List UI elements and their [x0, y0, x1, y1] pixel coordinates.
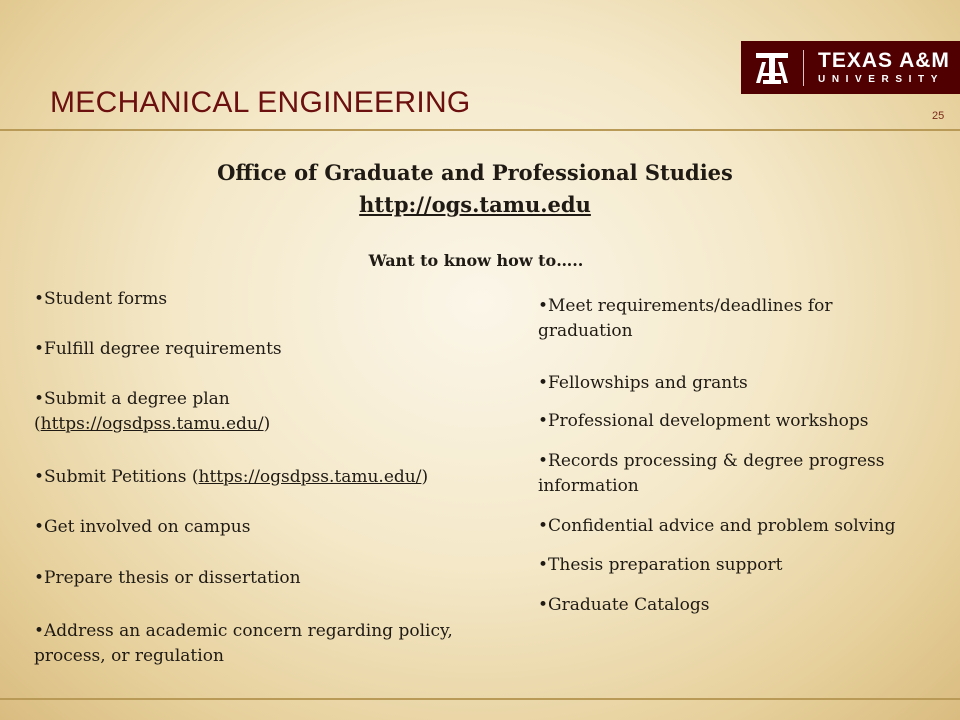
list-item-workshops: •Professional development workshops — [538, 411, 869, 431]
petitions-text: •Submit Petitions ( — [34, 467, 199, 487]
ogsdpss-link[interactable]: https://ogsdpss.tamu.edu/ — [40, 414, 264, 434]
list-item-degree-plan: •Submit a degree plan — [34, 389, 230, 409]
page-title: Office of Graduate and Professional Studies — [217, 160, 733, 185]
footer-divider — [0, 698, 960, 700]
logo-wordmark-bottom: UNIVERSITY — [818, 73, 945, 85]
paren-close: ) — [421, 467, 429, 487]
petitions-link[interactable]: https://ogsdpss.tamu.edu/ — [198, 467, 422, 487]
list-item-academic-concern: •Address an academic concern regarding policy, — [34, 621, 453, 641]
list-item-academic-concern-cont: process, or regulation — [34, 646, 224, 666]
tamu-logo[interactable] — [741, 41, 960, 94]
list-item-get-involved: •Get involved on campus — [34, 517, 251, 537]
atm-monogram-icon — [741, 48, 803, 88]
header-divider — [0, 129, 960, 131]
list-item-petitions — [34, 465, 428, 490]
paren-close: ) — [263, 414, 271, 434]
paren-open: ( — [34, 414, 41, 434]
ogs-link[interactable]: http://ogs.tamu.edu — [359, 192, 591, 217]
subtitle: Want to know how to….. — [368, 251, 584, 270]
list-item-requirements: •Meet requirements/deadlines for — [538, 296, 833, 316]
list-item-thesis: •Prepare thesis or dissertation — [34, 568, 301, 588]
logo-wordmark-top: TEXAS A&M — [818, 48, 950, 72]
list-item-requirements-cont: graduation — [538, 321, 633, 341]
list-item-fulfill-degree: •Fulfill degree requirements — [34, 339, 282, 359]
list-item-records: •Records processing & degree progress — [538, 451, 885, 471]
list-item-fellowships: •Fellowships and grants — [538, 373, 748, 393]
list-item-advice: •Confidential advice and problem solving — [538, 516, 896, 536]
logo-wordmark — [804, 50, 950, 86]
list-item-records-cont: information — [538, 476, 639, 496]
list-item-thesis-support: •Thesis preparation support — [538, 555, 783, 575]
list-item-student-forms: •Student forms — [34, 289, 168, 309]
department-title: MECHANICAL ENGINEERING — [50, 86, 471, 119]
page-number: 25 — [932, 110, 945, 122]
list-item-degree-plan-link-line — [34, 412, 270, 437]
list-item-catalogs: •Graduate Catalogs — [538, 595, 710, 615]
